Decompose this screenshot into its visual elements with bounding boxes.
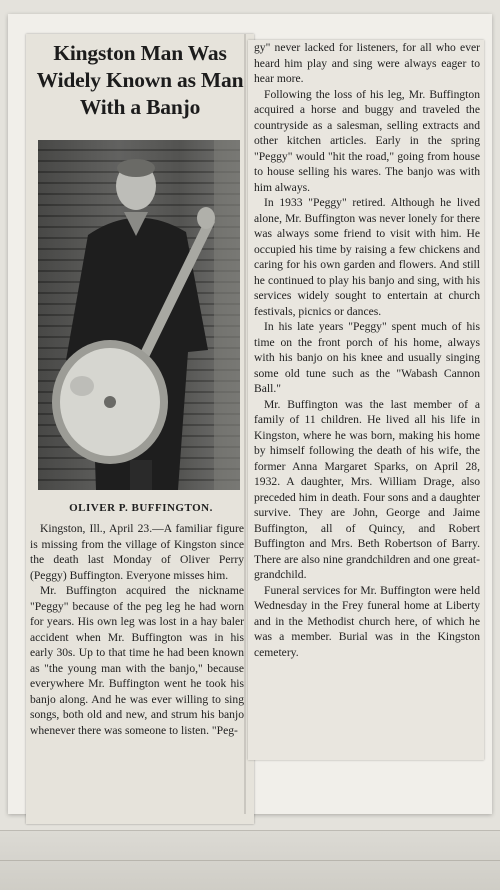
headline: Kingston Man Was Widely Known as Man With a Banjo [36,41,244,119]
article-column-left [30,521,244,738]
paragraph: Mr. Buffington acquired the nickname "Peggy" because of the peg leg he had worn for years. His own leg was lost in a hay baler accident when Mr. Buffington was in his early 30s. Up to that time he had been known as "the young man with the banjo," because everywhere Mr. Buffington went he took his banjo along. And he was ever willing to sing songs, both old and new, and strum his banjo whenever there was someone to listen. "Peg- [30,584,244,737]
portrait-photo [38,140,240,490]
man-with-banjo-figure [38,140,240,490]
paragraph: In 1933 "Peggy" retired. Although he lived alone, Mr. Buffington was never lonely for there was always some friend to visit with him. He occupied his time by raising a few chickens and caring for his own garden and flowers. And still he continued to play his banjo and sing, with his services widely sought to entertain at church festivals, picnics or dances. [254,196,480,318]
paragraph: Following the loss of his leg, Mr. Buffington acquired a horse and buggy and traveled the countryside as a salesman, selling extracts and other kitchen articles. Early in the spring "Peggy" would "hit the road," going from house to house selling his wares. The banjo was with him always. [254,87,480,194]
paragraph: In his late years "Peggy" spent much of his time on the front porch of his home, always with his banjo on his knee and usually singing some old tune such as the "Wabash Cannon Ball." [254,320,480,395]
sheet-protector-seam [0,860,500,861]
paragraph: Kingston, Ill., April 23.—A familiar figure is missing from the village of Kingston since the death last Monday of Oliver Perry (Peggy) Buffington. Everyone misses him. [30,522,244,582]
paragraph: Funeral services for Mr. Buffington were held Wednesday in the Frey funeral home at Liberty and in the Methodist church here, of which he was a member. Burial was in the Kingston cemetery. [254,583,480,659]
fold-crease [244,34,246,814]
photo-caption: OLIVER P. BUFFINGTON. [69,502,213,514]
article-column-right [254,40,480,660]
paragraph: gy" never lacked for listeners, for all who ever heard him play and sing were always eager to hear more. [254,41,480,85]
paragraph: Mr. Buffington was the last member of a family of 11 children. He lived all his life in Kingston, where he was born, making his home by himself following the death of his wife, the former Anna Margaret Sparks, on April 28, 1932. A daughter, Mrs. William Drage, also preceded him in death. Four sons and a daughter survive. They are John, George and Jaime Buffington, all of Quincy, and Robert Buffington and Mrs. Beth Robertson of Barry. There are also nine grandchildren and one great-grandchild. [254,397,480,581]
